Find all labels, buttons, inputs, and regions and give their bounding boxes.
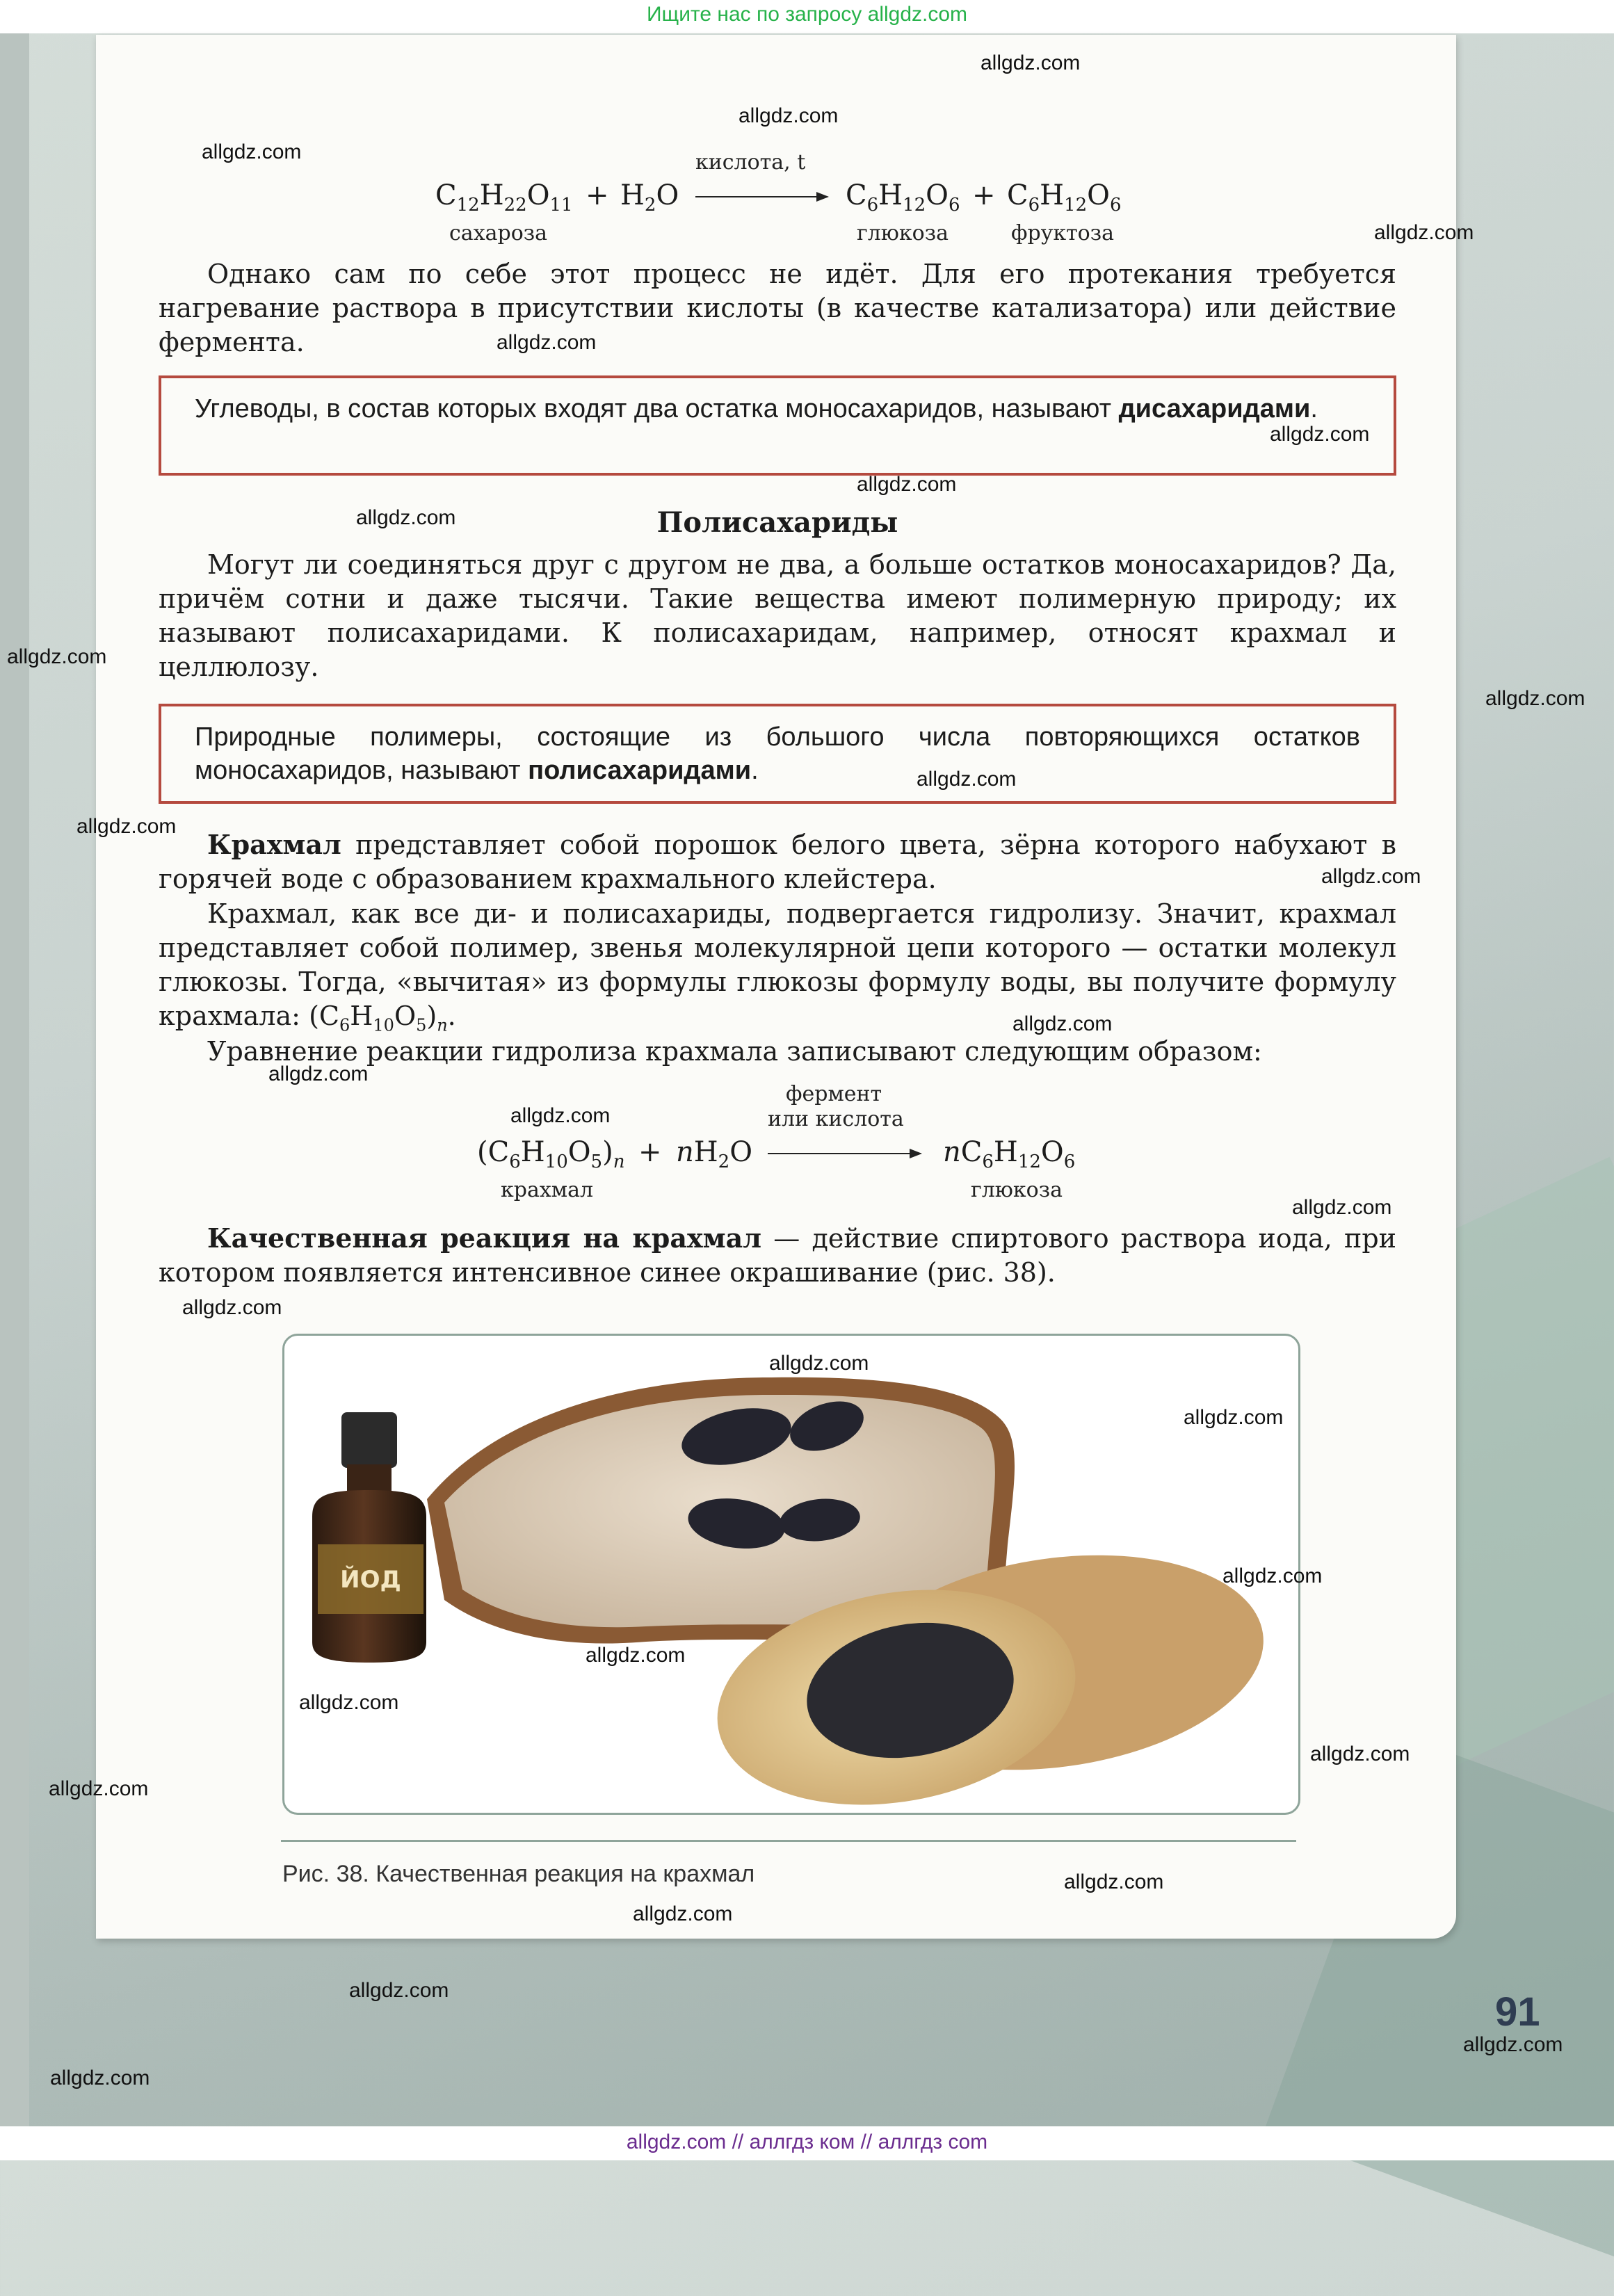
formula-glucose: $nC_6H_{12}O_6$ bbox=[943, 1136, 1076, 1172]
watermark: allgdz.com bbox=[1292, 1196, 1392, 1219]
formula-starch: $(C_6H_{10}O_5)_n$ bbox=[477, 1136, 625, 1172]
paragraph-text: Крахмал, как все ди- и полисахариды, подвергается гидролизу. Значит, крахмал представляет собой полимер, звенья молекулярной цепи которого — остатки молекул глюкозы. Тогда, «вычитая» из формулы глюкозы формулу воды, вы получите формулу крахмала: bbox=[159, 898, 1396, 1031]
plus-sign: + bbox=[586, 179, 609, 211]
watermark: allgdz.com bbox=[7, 645, 107, 668]
watermark: allgdz.com bbox=[857, 473, 957, 496]
paragraph: Могут ли соединяться друг с другом не два, а больше остатков моносахаридов? Да, причём сотни и даже тысячи. Такие вещества имеют полимерную природу; их называют полисахаридами. К полисахаридам, например, относят крахмал и целлюлозу. bbox=[159, 549, 1396, 682]
bottle-cap bbox=[341, 1412, 397, 1468]
formula-fructose: $C_6H_{12}O_6$ bbox=[1007, 179, 1122, 216]
plus-sign: + bbox=[972, 179, 996, 211]
watermark: allgdz.com bbox=[510, 1104, 611, 1127]
watermark: allgdz.com bbox=[50, 2067, 150, 2089]
watermark: allgdz.com bbox=[769, 1352, 869, 1375]
paragraph bbox=[159, 1221, 1396, 1290]
paragraph-text: — действие спиртового раствора иода, при котором появляется интенсивное синее окрашивание (рис. 38). bbox=[159, 1223, 1396, 1288]
watermark: allgdz.com bbox=[49, 1777, 149, 1800]
watermark: allgdz.com bbox=[633, 1902, 733, 1925]
reaction-arrow bbox=[695, 196, 828, 197]
definition-term: полисахаридами bbox=[528, 756, 752, 785]
definition-text: Природные полимеры, состоящие из большого числа повторяющихся остатков моносахаридов, называют bbox=[195, 722, 1360, 785]
bottom-banner[interactable]: allgdz.com // аллгдз ком // аллгдз com bbox=[626, 2131, 988, 2153]
formula-water: $nH_2O$ bbox=[676, 1136, 752, 1172]
paragraph bbox=[159, 827, 1396, 896]
label-glucose: глюкоза bbox=[971, 1178, 1063, 1202]
paragraph: Крахмал, как все ди- и полисахариды, подвергается гидролизу. Значит, крахмал представляет собой полимер, звенья молекулярной цепи которого — остатки молекул глюкозы. Тогда, «вычитая» из формулы глюкозы формулу воды, вы получите формулу крахмала: $(C_6H_{10}O_5)_n$. bbox=[159, 898, 1396, 1035]
watermark: allgdz.com bbox=[182, 1296, 282, 1319]
reaction-arrow bbox=[768, 1153, 921, 1154]
definition-text: Углеводы, в состав которых входят два остатка моносахаридов, называют bbox=[195, 394, 1119, 423]
label-glucose: глюкоза bbox=[857, 221, 949, 245]
section-heading: Полисахариды bbox=[656, 506, 898, 539]
formula-sucrose: $C_{12}H_{22}O_{11}$ bbox=[435, 179, 573, 216]
watermark: allgdz.com bbox=[497, 331, 597, 354]
watermark: allgdz.com bbox=[268, 1062, 369, 1085]
definition-term: дисахаридами bbox=[1118, 394, 1311, 423]
watermark: allgdz.com bbox=[1374, 221, 1474, 244]
figure-caption: Рис. 38. Качественная реакция на крахмал bbox=[282, 1861, 755, 1887]
definition-box bbox=[159, 375, 1396, 476]
watermark: allgdz.com bbox=[76, 815, 177, 838]
reaction-condition: кислота, t bbox=[695, 150, 806, 175]
watermark: allgdz.com bbox=[349, 1979, 449, 2002]
reaction-condition: фермент bbox=[786, 1082, 882, 1106]
watermark: allgdz.com bbox=[917, 768, 1017, 791]
watermark: allgdz.com bbox=[1184, 1406, 1284, 1429]
watermark: allgdz.com bbox=[1064, 1870, 1164, 1893]
watermark: allgdz.com bbox=[1222, 1565, 1323, 1587]
paragraph-text: представляет собой порошок белого цвета, зёрна которого набухают в горячей воде с образованием крахмального клейстера. bbox=[159, 830, 1396, 894]
watermark: allgdz.com bbox=[1270, 423, 1370, 446]
label-starch: крахмал bbox=[501, 1178, 594, 1202]
bottle-neck bbox=[347, 1464, 392, 1492]
watermark: allgdz.com bbox=[202, 140, 302, 163]
watermark: allgdz.com bbox=[1485, 687, 1585, 710]
watermark: allgdz.com bbox=[739, 104, 839, 127]
paragraph: Уравнение реакции гидролиза крахмала записывают следующим образом: bbox=[207, 1036, 1262, 1067]
watermark: allgdz.com bbox=[586, 1644, 686, 1667]
plus-sign: + bbox=[638, 1136, 662, 1168]
top-banner[interactable]: Ищите нас по запросу allgdz.com bbox=[646, 3, 968, 26]
bottle-label-text: ЙОД bbox=[340, 1566, 401, 1594]
page-number: 91 bbox=[1495, 1989, 1540, 2035]
figure-38 bbox=[282, 1334, 1300, 1815]
label-fructose: фруктоза bbox=[1011, 221, 1114, 245]
paragraph: Однако сам по себе этот процесс не идёт. Для его протекания требуется нагревание раствора в присутствии кислоты (в качестве катализатора) или действие фермента. bbox=[159, 259, 1396, 357]
definition-end: . bbox=[751, 756, 759, 785]
definition-end: . bbox=[1310, 394, 1318, 423]
page-edge bbox=[0, 33, 29, 2126]
definition-box bbox=[159, 704, 1396, 804]
term: Качественная реакция на крахмал bbox=[207, 1222, 762, 1254]
watermark: allgdz.com bbox=[1463, 2033, 1563, 2056]
reaction-condition: или кислота bbox=[768, 1107, 904, 1131]
formula-glucose: $C_6H_{12}O_6$ bbox=[846, 179, 960, 216]
watermark: allgdz.com bbox=[980, 51, 1081, 74]
formula-water: $H_2O$ bbox=[620, 179, 679, 216]
caption-rule bbox=[281, 1840, 1296, 1842]
watermark: allgdz.com bbox=[299, 1691, 399, 1714]
term: Крахмал bbox=[207, 829, 341, 860]
watermark: allgdz.com bbox=[1012, 1012, 1113, 1035]
watermark: allgdz.com bbox=[356, 506, 456, 529]
watermark: allgdz.com bbox=[1321, 865, 1421, 888]
figure-illustration bbox=[284, 1336, 1298, 1813]
label-sucrose: сахароза bbox=[449, 221, 548, 245]
watermark: allgdz.com bbox=[1310, 1743, 1410, 1765]
